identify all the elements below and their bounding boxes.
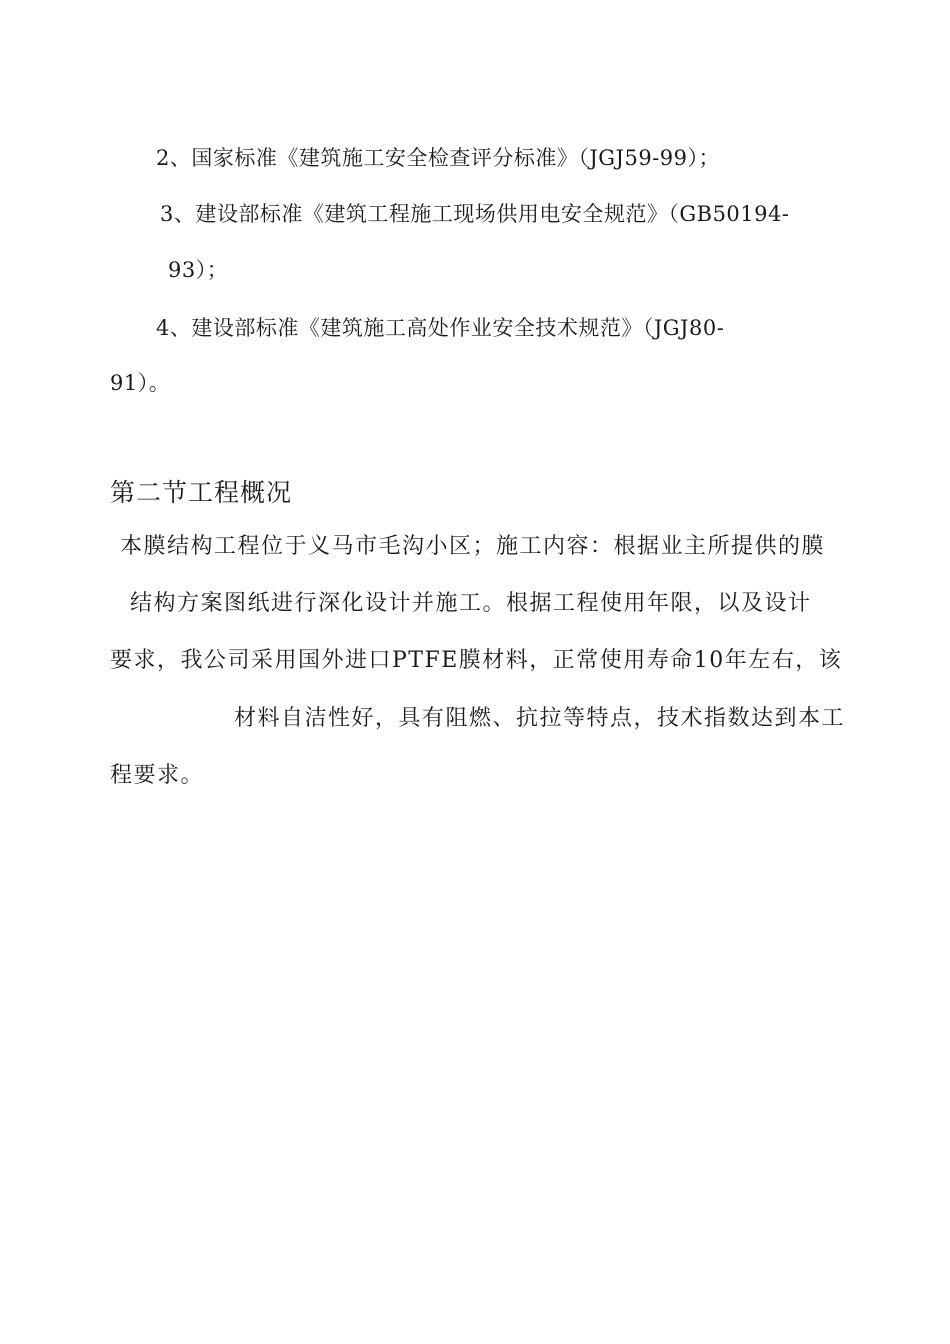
paragraph-line-2: 结构方案图纸进行深化设计并施工。根据工程使用年限，以及设计: [130, 591, 812, 616]
reference-item-4-line-1: 4、建设部标准《建筑施工高处作业安全技术规范》（JGJ80-: [156, 316, 725, 340]
section-title: 第二节工程概况: [110, 478, 293, 507]
paragraph-line-5: 程要求。: [110, 763, 205, 788]
reference-item-2: 2、国家标准《建筑施工安全检查评分标准》（JGJ59-99）；: [156, 146, 721, 170]
paragraph-line-3: 要求，我公司采用国外进口PTFE膜材料，正常使用寿命10年左右，该: [110, 648, 843, 673]
reference-item-3-line-2: 93）；: [168, 258, 229, 282]
paragraph-line-4: 材料自洁性好，具有阻燃、抗拉等特点，技术指数达到本工: [234, 706, 846, 731]
reference-item-4-line-2: 91）。: [110, 371, 171, 395]
paragraph-line-1: 本膜结构工程位于义马市毛沟小区；施工内容：根据业主所提供的膜: [120, 534, 826, 559]
reference-item-3-line-1: 3、建设部标准《建筑工程施工现场供用电安全规范》（GB50194-: [160, 202, 790, 226]
